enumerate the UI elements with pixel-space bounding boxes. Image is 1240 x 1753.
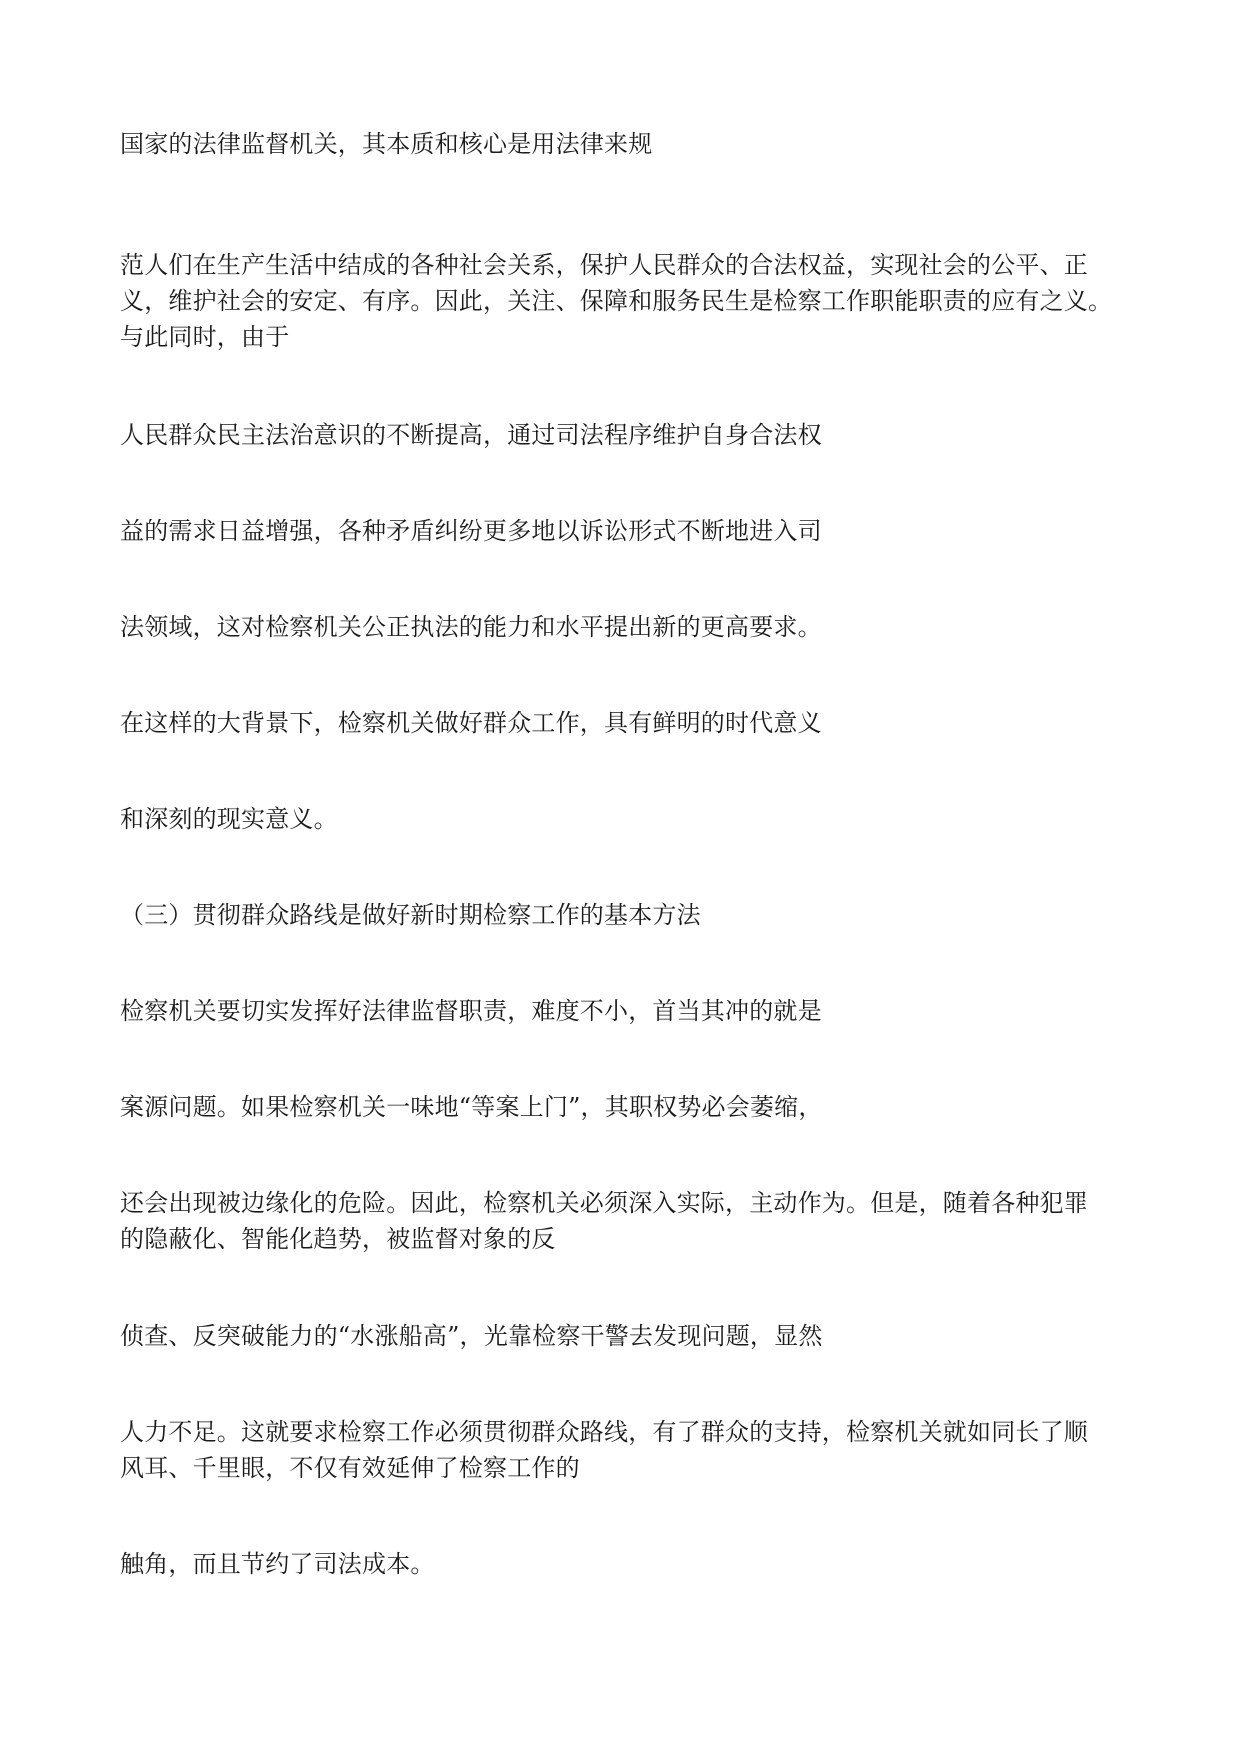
paragraph-4: 益的需求日益增强，各种矛盾纠纷更多地以诉讼形式不断地进入司 [120, 517, 822, 545]
paragraph-10: 还会出现被边缘化的危险。因此，检察机关必须深入实际，主动作为。但是，随着各种犯罪 的隐蔽化、智能化趋势，被监督对象的反 [120, 1189, 1088, 1253]
paragraph-9: 案源问题。如果检察机关一味地“等案上门”，其职权势必会萎缩， [120, 1093, 823, 1121]
paragraph-5: 法领域，这对检察机关公正执法的能力和水平提出新的更高要求。 [120, 613, 822, 641]
paragraph-7: 和深刻的现实意义。 [120, 805, 338, 833]
paragraph-8: 检察机关要切实发挥好法律监督职责，难度不小，首当其冲的就是 [120, 997, 822, 1025]
section-heading: （三）贯彻群众路线是做好新时期检察工作的基本方法 [120, 901, 701, 929]
paragraph-6: 在这样的大背景下，检察机关做好群众工作，具有鲜明的时代意义 [120, 709, 822, 737]
paragraph-11: 侦查、反突破能力的“水涨船高”，光靠检察干警去发现问题，显然 [120, 1322, 823, 1350]
paragraph-12: 人力不足。这就要求检察工作必须贯彻群众路线，有了群众的支持，检察机关就如同长了顺 风耳、千里眼，不仅有效延伸了检察工作的 [120, 1418, 1088, 1482]
paragraph-1: 国家的法律监督机关，其本质和核心是用法律来规 [120, 130, 653, 158]
paragraph-3: 人民群众民主法治意识的不断提高，通过司法程序维护自身合法权 [120, 421, 822, 449]
paragraph-13: 触角，而且节约了司法成本。 [120, 1550, 435, 1578]
paragraph-2: 范人们在生产生活中结成的各种社会关系，保护人民群众的合法权益，实现社会的公平、正 义，维护社会的安定、有序。因此，关注、保障和服务民生是检察工作职能职责的应有之义。 与此同时，由于 [120, 251, 1113, 351]
